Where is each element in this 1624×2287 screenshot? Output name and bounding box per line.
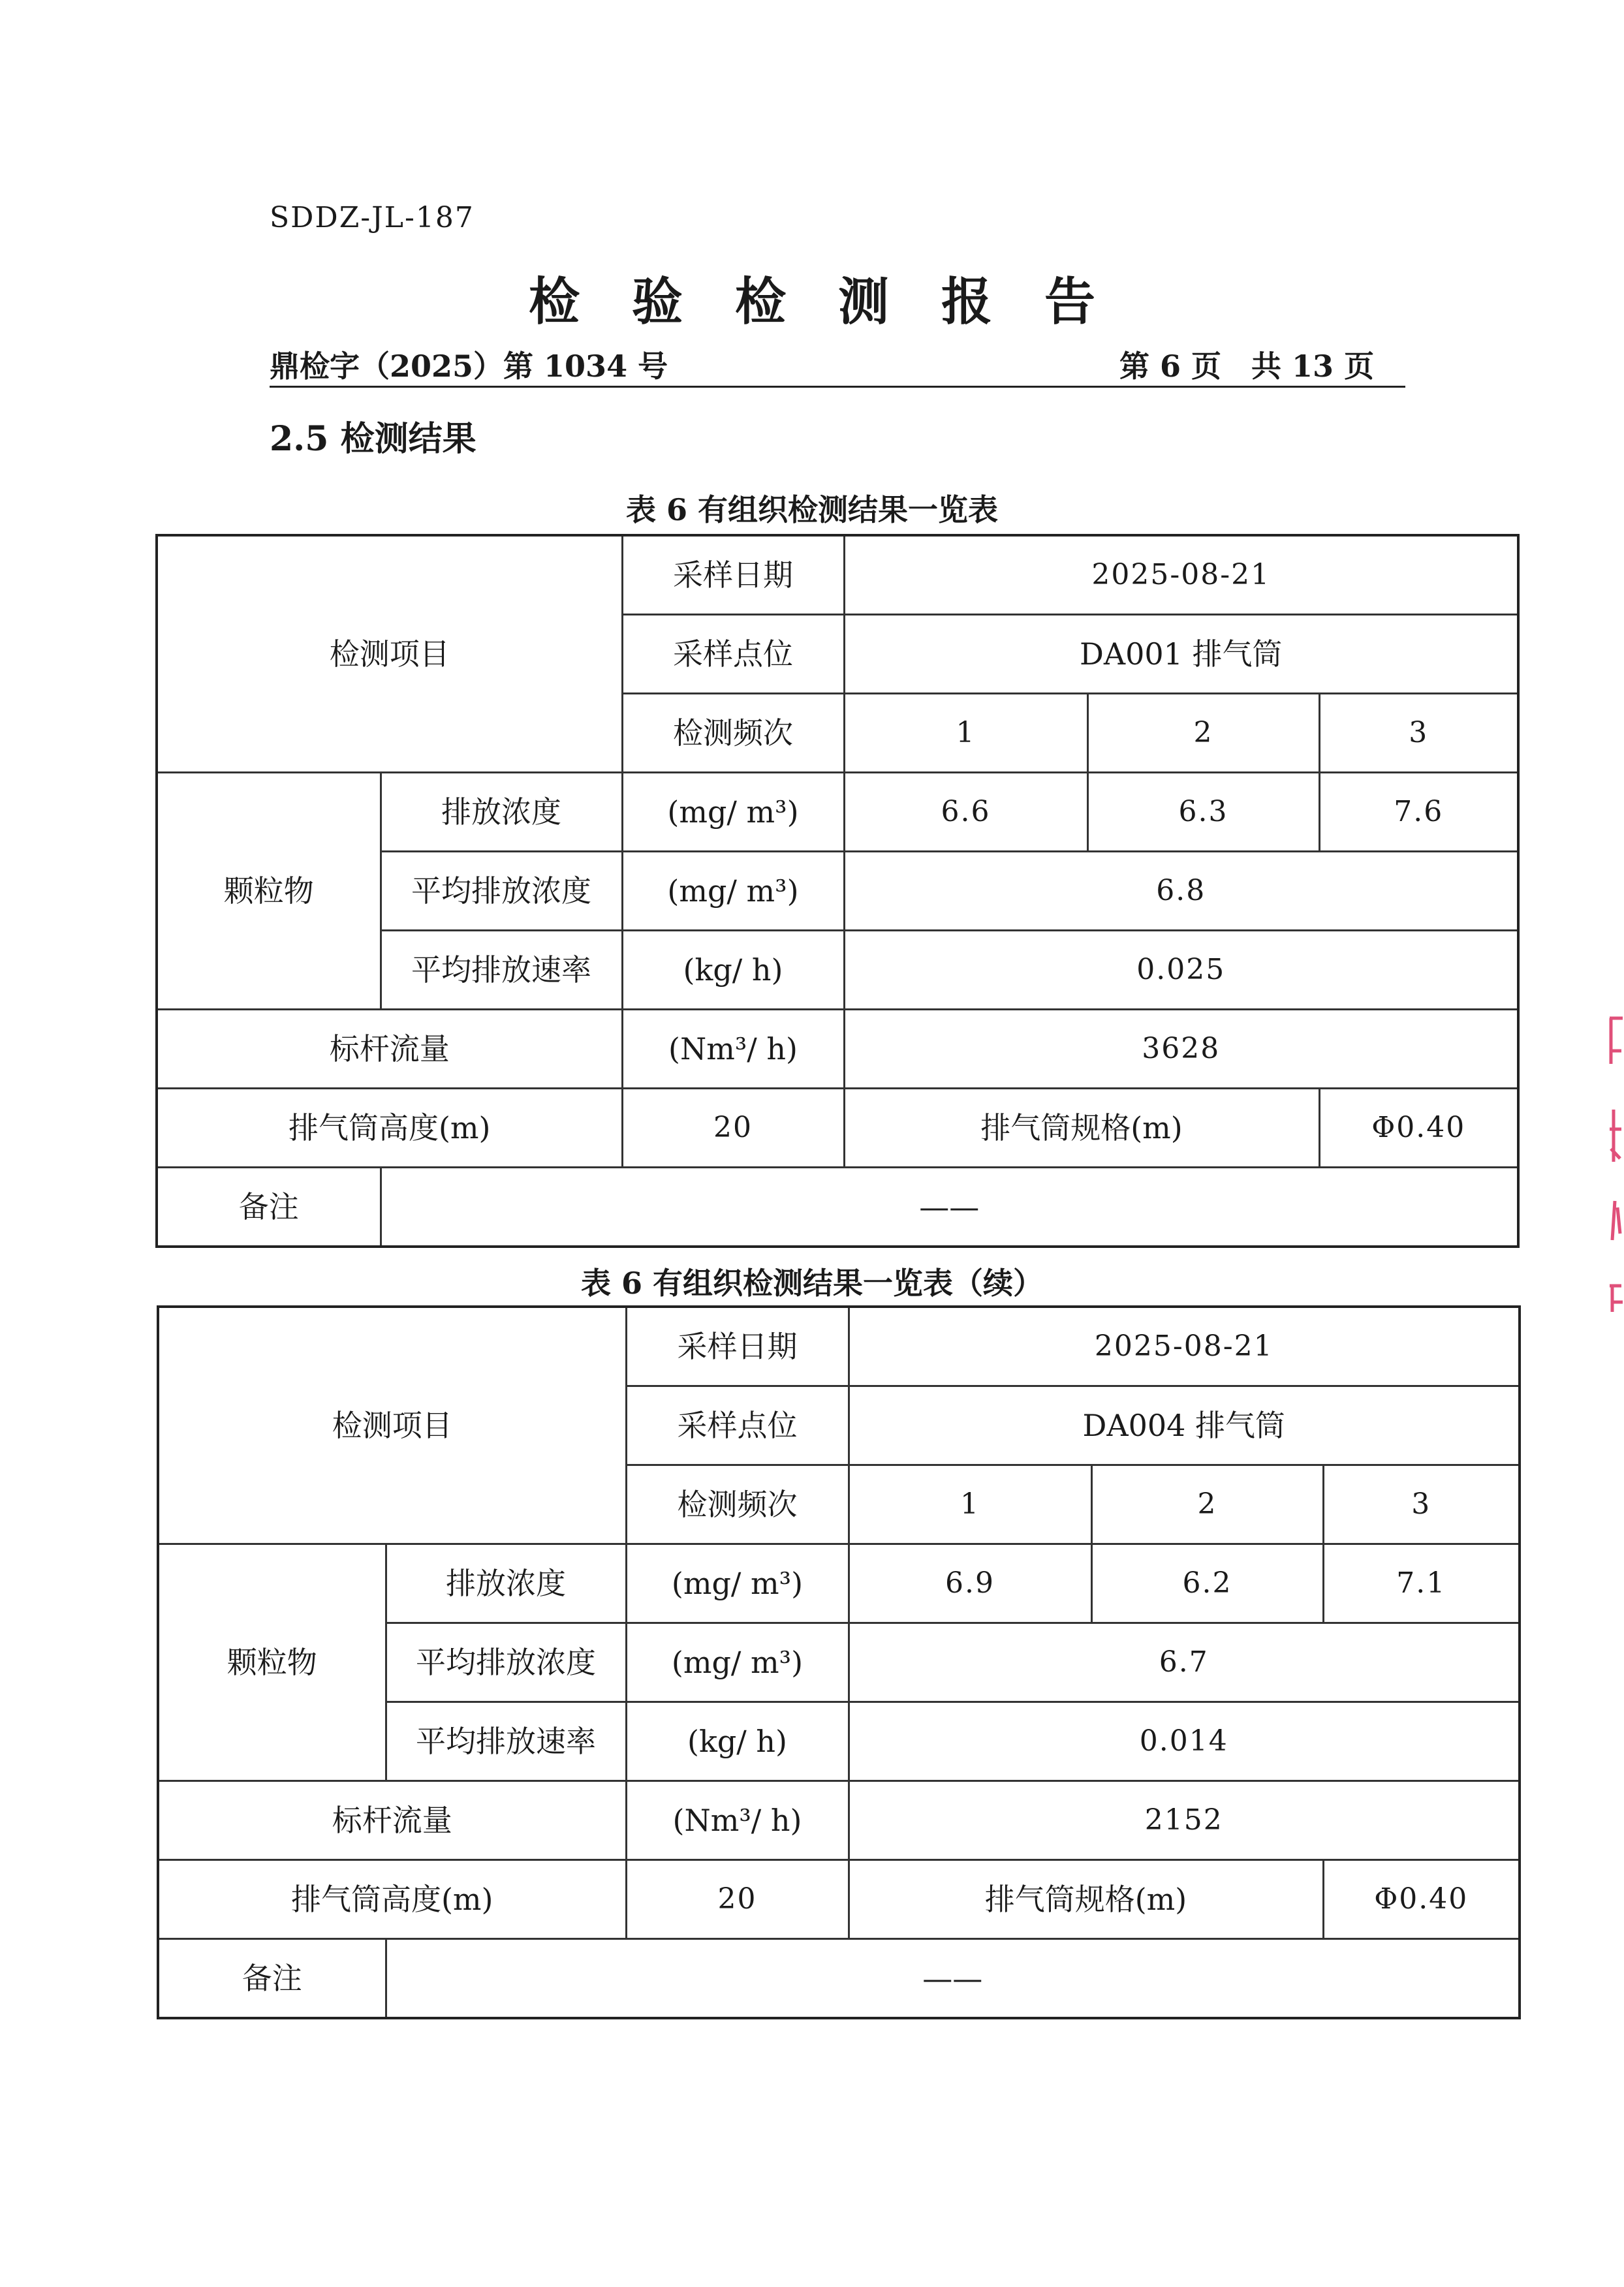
sampling-date: 2025-08-21: [844, 535, 1518, 615]
table-caption: 表 6 有组织检测结果一览表: [625, 492, 999, 527]
freq-cell: 2: [1087, 694, 1319, 773]
remark-value: ——: [381, 1168, 1518, 1247]
freq-cell: 3: [1323, 1465, 1520, 1544]
date-label: 采样日期: [622, 535, 844, 615]
sampling-date: 2025-08-21: [849, 1307, 1520, 1386]
freq-cell: 1: [844, 694, 1087, 773]
header-divider: [270, 386, 1405, 388]
results-table-da001: [155, 534, 1520, 1248]
title-char: 测: [838, 272, 890, 332]
stack-spec-label: 排气筒规格(m): [844, 1089, 1319, 1168]
avg-rate-label: 平均排放速率: [386, 1702, 626, 1781]
avg-rate-unit: (kg/ h): [622, 931, 844, 1010]
conc-value: 6.6: [844, 773, 1087, 852]
avg-conc-label: 平均排放浓度: [381, 852, 622, 931]
conc-label: 排放浓度: [386, 1544, 626, 1623]
pollutant-label: 颗粒物: [158, 1544, 386, 1781]
section-heading: 2.5 检测结果: [270, 419, 476, 459]
document-code: SDDZ-JL-187: [270, 201, 475, 234]
freq-label: 检测频次: [622, 694, 844, 773]
avg-rate-label: 平均排放速率: [381, 931, 622, 1010]
title-char: 验: [631, 272, 683, 332]
sampling-point: DA004 排气筒: [849, 1386, 1520, 1465]
conc-value: 6.9: [849, 1544, 1091, 1623]
title-char: 检: [734, 272, 786, 332]
stack-spec-value: Φ0.40: [1323, 1860, 1520, 1939]
page-info: 第 6 页 共 13 页: [1119, 349, 1375, 384]
item-label: 检测项目: [157, 535, 622, 773]
table-caption: 表 6 有组织检测结果一览表（续）: [580, 1266, 1044, 1301]
title-char: 检: [528, 272, 580, 332]
stack-height-label: 排气筒高度(m): [157, 1089, 622, 1168]
avg-conc-value: 6.8: [844, 852, 1518, 931]
title-char: 报: [941, 272, 993, 332]
conc-label: 排放浓度: [381, 773, 622, 852]
freq-label: 检测频次: [626, 1465, 849, 1544]
remark-label: 备注: [157, 1168, 381, 1247]
stack-height-label: 排气筒高度(m): [158, 1860, 626, 1939]
avg-rate-value: 0.014: [849, 1702, 1520, 1781]
avg-conc-value: 6.7: [849, 1623, 1520, 1702]
item-label: 检测项目: [158, 1307, 626, 1544]
flow-value: 2152: [849, 1781, 1520, 1860]
results-table-da004: [157, 1305, 1521, 2019]
freq-cell: 3: [1319, 694, 1518, 773]
flow-unit: (Nm³/ h): [622, 1010, 844, 1089]
point-label: 采样点位: [622, 615, 844, 694]
date-label: 采样日期: [626, 1307, 849, 1386]
seal-stamp-edge: [1606, 1012, 1624, 1318]
freq-cell: 1: [849, 1465, 1091, 1544]
stack-height-value: 20: [622, 1089, 844, 1168]
flow-label: 标杆流量: [158, 1781, 626, 1860]
sampling-point: DA001 排气筒: [844, 615, 1518, 694]
conc-value: 7.6: [1319, 773, 1518, 852]
avg-conc-unit: (mg/ m³): [626, 1623, 849, 1702]
flow-value: 3628: [844, 1010, 1518, 1089]
avg-conc-unit: (mg/ m³): [622, 852, 844, 931]
avg-rate-value: 0.025: [844, 931, 1518, 1010]
remark-value: ——: [386, 1939, 1520, 2019]
point-label: 采样点位: [626, 1386, 849, 1465]
flow-unit: (Nm³/ h): [626, 1781, 849, 1860]
conc-unit: (mg/ m³): [626, 1544, 849, 1623]
document-title: [0, 261, 1624, 334]
conc-value: 6.3: [1087, 773, 1319, 852]
report-number: 鼎检字（2025）第 1034 号: [270, 349, 668, 384]
stack-height-value: 20: [626, 1860, 849, 1939]
freq-cell: 2: [1091, 1465, 1323, 1544]
stack-spec-value: Φ0.40: [1319, 1089, 1518, 1168]
avg-conc-label: 平均排放浓度: [386, 1623, 626, 1702]
stack-spec-label: 排气筒规格(m): [849, 1860, 1323, 1939]
conc-value: 6.2: [1091, 1544, 1323, 1623]
remark-label: 备注: [158, 1939, 386, 2019]
title-char: 告: [1044, 272, 1096, 332]
conc-unit: (mg/ m³): [622, 773, 844, 852]
flow-label: 标杆流量: [157, 1010, 622, 1089]
conc-value: 7.1: [1323, 1544, 1520, 1623]
pollutant-label: 颗粒物: [157, 773, 381, 1010]
avg-rate-unit: (kg/ h): [626, 1702, 849, 1781]
